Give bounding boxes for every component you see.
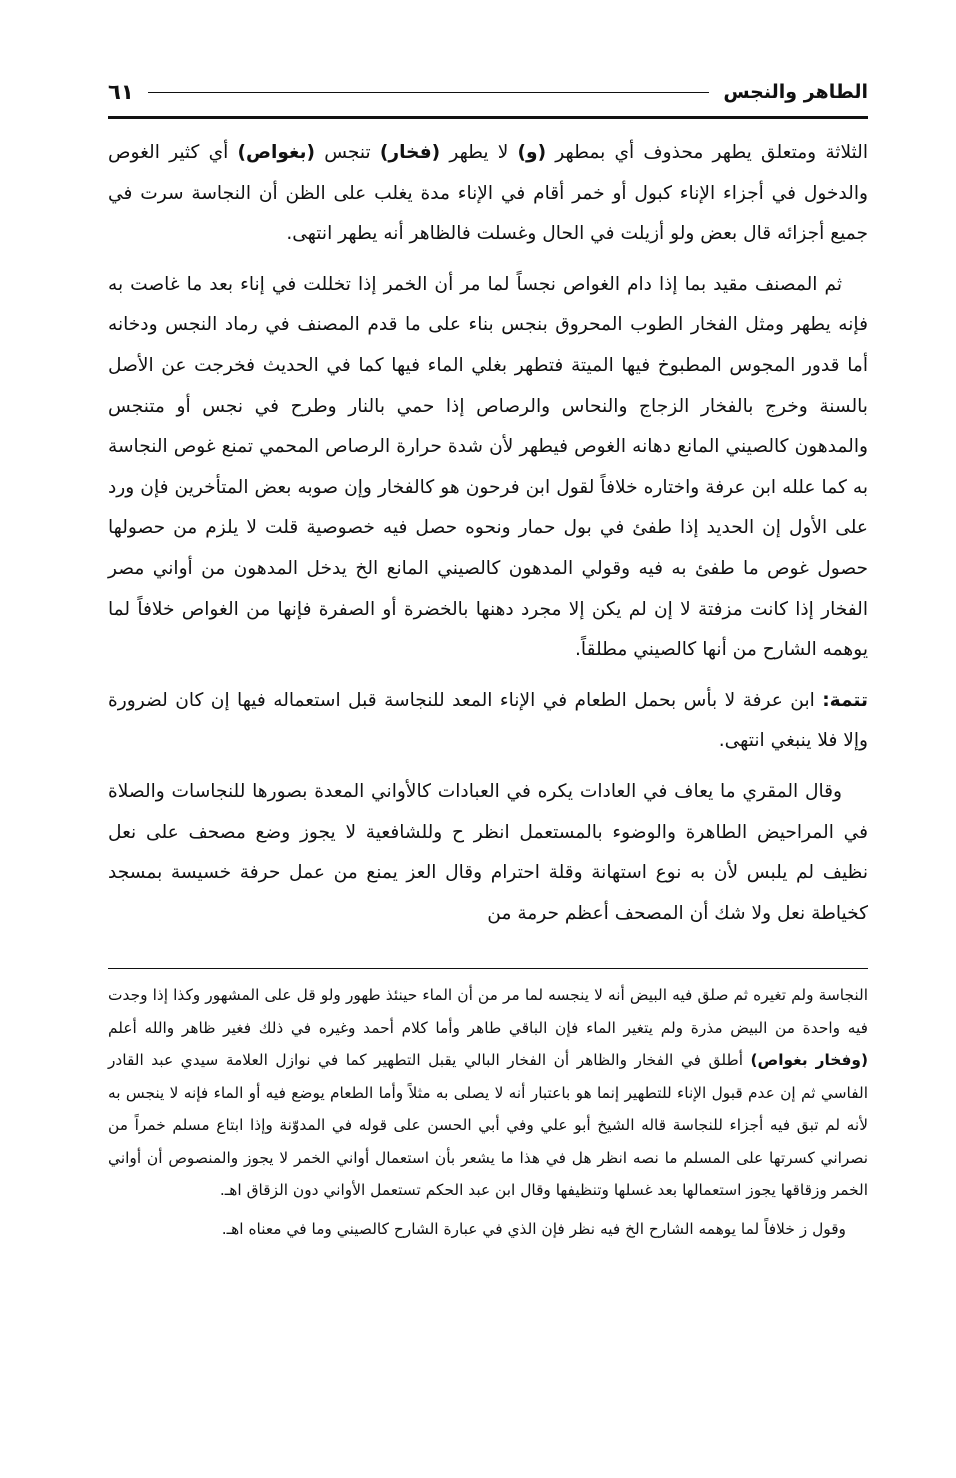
f1-text-a: النجاسة ولم تغيره ثم صلق فيه البيض أنه لا ينجسه لما مر من أن الماء حينئذ طهور ولو قل على المشهور وكذا إذا وجدت فيه واحدة من البيض مذرة ولم يتغير الماء فإن الباقي طاهر وأما كلام أحمد وغيره في ذلك فغير ظاهر والله أعلم (108, 986, 868, 1037)
p1-text-a: الثلاثة ومتعلق يطهر محذوف أي بمطهر (546, 142, 869, 163)
paragraph-3 (108, 681, 868, 762)
header-rule (108, 116, 868, 119)
f1-bold: (وفخار بغواص) (750, 1051, 868, 1070)
footnote-divider (108, 968, 868, 969)
paragraph-1 (108, 133, 868, 255)
p3-text: ابن عرفة لا بأس بحمل الطعام في الإناء المعد للنجاسة قبل استعماله فيها إن كان لضرورة وإلا فلا ينبغي انتهى. (108, 689, 868, 752)
paragraph-2: ثم المصنف مقيد بما إذا دام الغواص نجساً لما مر أن الخمر إذا تخللت في إناء بعد ما غاصت به فإنه يطهر ومثل الفخار الطوب المحروق بنجس بناء على ما قدم المصنف في رماد النجس ودخانه أما قدور المجوس المطبوخ فيها الميتة فتطهر بغلي الماء فيها كما في الحديث فخرجت عن الأصل بالسنة وخرج بالفخار الزجاج والنحاس والرصاص إذا حمي بالنار وطرح في نجس أو متنجس والمدهون كالصيني المانع دهانه الغوص فيطهر لأن شدة حرارة الرصاص المحمي تمنع غوص النجاسة به كما علله ابن عرفة واختاره خلافاً لقول ابن فرحون هو كالفخار وإن صوبه بعض المتأخرين فإن ورد على الأول إن الحديد إذا طفئ في بول حمار ونحوه حصل فيه خصوصية قلت لا يلزم من حصولها حصول غوص ما طفئ به فيه وقولي المدهون كالصيني المانع الخ يدخل المدهون من أواني مصر الفخار إذا كانت مزفتة لا إن لم يكن إلا مجرد دهنها بالخضرة أو الصفرة فإنها من الغواص خلافاً لما يوهمه الشارح من أنها كالصيني مطلقاً. (108, 273, 868, 661)
p1-text-c: لا يطهر (440, 142, 518, 163)
page-number: ٦١ (108, 80, 134, 104)
p1-bold-ghawwas: (بغواص) (237, 142, 316, 163)
p1-bold-fakhar: (فخار) (379, 142, 441, 163)
footnote-2: وقول ز خلافاً لما يوهمه الشارح الخ فيه نظر فإن الذي في عبارة الشارح كالصيني وما في معناه اهـ. (221, 1219, 846, 1238)
footnotes (108, 979, 868, 1245)
page-header (108, 74, 868, 110)
p1-text-e: أي كثير الغوص والدخول في أجزاء الإناء كبول أو خمر أقام في الإناء مدة يغلب على الظن أن النجاسة سرت في جميع أجزائه قال بعض ولو أزيلت في الحال وغسلت فالظاهر أنه يطهر انتهى. (108, 142, 868, 245)
footnote-1 (108, 979, 868, 1207)
p1-bold-wa: (و) (517, 142, 547, 163)
header-divider (148, 92, 710, 93)
f1-text-c: أطلق في الفخار والظاهر أن الفخار البالي يقبل التطهير كما في نوازل العلامة سيدي عبد القادر الفاسي ثم إن عدم قبول الإناء للتطهير إنما هو باعتبار أنه لا يصلى به مثلاً وأما الطعام يوضع فيه أو الماء فإنه لا ينجس به لأنه لم تبق فيه أجزاء للنجاسة قاله الشيخ أبو علي وفي أبي الحسن على قوله في المدوّنة وإذا ابتاع مسلم خمراً من نصراني كسرتها على المسلم ما نصه انظر هل في هذا ما يشعر بأن استعمال أواني الخمر لا يجوز والمنصوص أن أواني الخمر وزقاقها يجوز استعمالها بعد غسلها وتنظيفها وقال ابن عبد الحكم تستعمل الأواني دون الزقاق اهـ. (108, 1051, 868, 1200)
paragraph-4: وقال المقري ما يعاف في العادات يكره في العبادات كالأواني المعدة بصورها للنجاسات والصلاة في المراحيض الطاهرة والوضوء بالمستعمل انظر ح وللشافعية لا يجوز وضع مصحف على نعل نظيف لم يلبس لأن به نوع استهانة وقلة احترام وقال العز يمنع من عمل حرفة خسيسة بمسجد كخياطة نعل ولا شك أن المصحف أعظم حرمة من (108, 780, 868, 924)
p1-text-d: تنجس (315, 142, 380, 163)
book-page (108, 74, 868, 1251)
tatimma-label: تتمة: (822, 689, 868, 711)
main-text (108, 133, 868, 934)
running-title: الطاهر والنجس (723, 81, 868, 103)
